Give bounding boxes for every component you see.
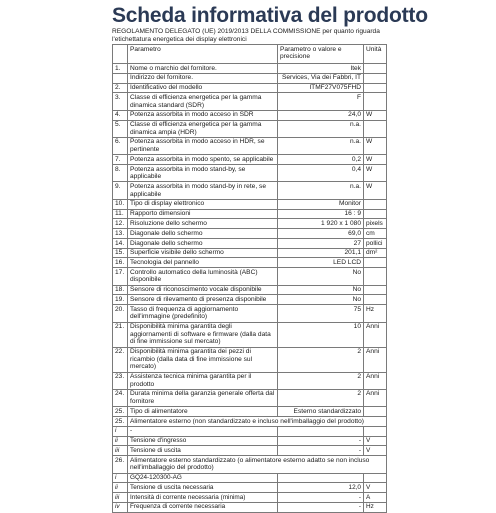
row-parameter: Sensore di riconoscimento vocale disponibile [128, 285, 278, 295]
table-row [113, 268, 387, 285]
row-unit: pixels [364, 219, 387, 229]
row-value: 27 [278, 238, 364, 248]
sub-number: ii [113, 436, 128, 446]
table-header-row [113, 45, 387, 64]
table-row [113, 182, 387, 199]
product-info-table [112, 44, 387, 513]
sub-parameter: Tensione di uscita necessaria [128, 483, 278, 493]
table-row [113, 347, 387, 372]
section-number: 25. [113, 417, 128, 427]
table-row [113, 64, 387, 74]
sub-number: ii [113, 483, 128, 493]
row-number: 14. [113, 238, 128, 248]
table-row [113, 199, 387, 209]
table-row [113, 165, 387, 182]
table-row [113, 248, 387, 258]
sub-row [113, 493, 387, 503]
row-parameter: Durata minima della garanzia generale offerta dal fornitore [128, 389, 278, 406]
row-number: 2. [113, 83, 128, 93]
sub-number: i [113, 426, 128, 436]
row-number: 9. [113, 182, 128, 199]
table-row [113, 93, 387, 110]
table-row [113, 295, 387, 305]
row-unit [364, 407, 387, 417]
header-number [113, 45, 128, 64]
row-parameter: Potenza assorbita in modo stand-by in rete, se applicabile [128, 182, 278, 199]
row-number: 4. [113, 110, 128, 120]
sub-unit: V [364, 446, 387, 456]
row-value: Itek [278, 64, 364, 74]
row-number: 5. [113, 120, 128, 137]
page-title: Scheda informativa del prodotto [112, 4, 428, 27]
header-value: Parametro o valore e precisione [278, 45, 364, 64]
row-value: 75 [278, 305, 364, 322]
sub-number: iii [113, 446, 128, 456]
section-text: Alimentatore esterno standardizzato (o alimentatore esterno adatto se non incluso nell'imballaggio del prodotto) [128, 456, 387, 473]
row-unit: W [364, 165, 387, 182]
sub-unit: Hz [364, 502, 387, 512]
row-parameter: Tipo di alimentatore [128, 407, 278, 417]
table-row [113, 73, 387, 83]
row-unit [364, 295, 387, 305]
row-value: n.a. [278, 182, 364, 199]
row-unit [364, 93, 387, 110]
row-unit [364, 83, 387, 93]
row-value: 10 [278, 322, 364, 347]
sub-parameter: GQ24-120300-AG [128, 473, 278, 483]
row-value: n.a. [278, 120, 364, 137]
sub-row [113, 426, 387, 436]
row-parameter: Classe di efficienza energetica per la gamma dinamica standard (SDR) [128, 93, 278, 110]
row-value: LED LCD [278, 258, 364, 268]
row-value: 69,0 [278, 229, 364, 239]
sub-unit: A [364, 493, 387, 503]
row-number: 13. [113, 229, 128, 239]
row-unit [364, 73, 387, 83]
row-parameter: Indirizzo del fornitore. [128, 73, 278, 83]
sub-value: - [278, 493, 364, 503]
row-number: 19. [113, 295, 128, 305]
row-unit: W [364, 182, 387, 199]
row-number: 18. [113, 285, 128, 295]
row-value: 16 : 9 [278, 209, 364, 219]
row-parameter: Potenza assorbita in modo acceso in SDR [128, 110, 278, 120]
table-row [113, 322, 387, 347]
table-row [113, 389, 387, 406]
table-row [113, 209, 387, 219]
row-parameter: Identificativo del modello [128, 83, 278, 93]
row-number: 15. [113, 248, 128, 258]
sub-value: - [278, 436, 364, 446]
row-number: 23. [113, 372, 128, 389]
row-number: 8. [113, 165, 128, 182]
row-value: 2 [278, 347, 364, 372]
table-row [113, 305, 387, 322]
sub-value [278, 426, 364, 436]
table-row [113, 155, 387, 165]
row-value: ITMF27V075FHD [278, 83, 364, 93]
table-row [113, 120, 387, 137]
sub-unit [364, 473, 387, 483]
row-value: F [278, 93, 364, 110]
row-value: Esterno standardizzato [278, 407, 364, 417]
row-unit [364, 209, 387, 219]
row-value: No [278, 268, 364, 285]
row-unit [364, 285, 387, 295]
row-value: 201,1 [278, 248, 364, 258]
row-parameter: Potenza assorbita in modo stand-by, se applicabile [128, 165, 278, 182]
row-unit: pollici [364, 238, 387, 248]
row-value: Monitor [278, 199, 364, 209]
row-parameter: Sensore di rilevamento di presenza disponibile [128, 295, 278, 305]
row-value: 0,2 [278, 155, 364, 165]
row-unit: W [364, 110, 387, 120]
row-parameter: Rapporto dimensioni [128, 209, 278, 219]
row-parameter: Diagonale dello schermo [128, 229, 278, 239]
sub-parameter: Frequenza di corrente necessaria [128, 502, 278, 512]
header-parameter: Parametro [128, 45, 278, 64]
row-unit: Anni [364, 322, 387, 347]
row-parameter: Potenza assorbita in modo acceso in HDR, se pertinente [128, 137, 278, 154]
row-number: 21. [113, 322, 128, 347]
table-row [113, 229, 387, 239]
row-number: 6. [113, 137, 128, 154]
section-row [113, 417, 387, 427]
row-number: 11. [113, 209, 128, 219]
row-number: 3. [113, 93, 128, 110]
sub-value: 12,0 [278, 483, 364, 493]
row-value: No [278, 285, 364, 295]
sub-unit [364, 426, 387, 436]
row-unit: Hz [364, 305, 387, 322]
row-number: 17. [113, 268, 128, 285]
row-value: 2 [278, 389, 364, 406]
row-unit [364, 268, 387, 285]
row-value: 24,0 [278, 110, 364, 120]
section-text: Alimentatore esterno (non standardizzato e incluso nell'imballaggio del prodotto) [128, 417, 387, 427]
row-unit [364, 199, 387, 209]
sub-value: - [278, 502, 364, 512]
row-unit: cm [364, 229, 387, 239]
table-row [113, 258, 387, 268]
row-parameter: Tipo di display elettronico [128, 199, 278, 209]
row-value: Services, Via dei Fabbri, IT [278, 73, 364, 83]
row-number: 12. [113, 219, 128, 229]
sub-row [113, 473, 387, 483]
row-parameter: Classe di efficienza energetica per la gamma dinamica ampia (HDR) [128, 120, 278, 137]
row-value: n.a. [278, 137, 364, 154]
row-number: 10. [113, 199, 128, 209]
table-row [113, 137, 387, 154]
row-number: 25. [113, 407, 128, 417]
row-value: No [278, 295, 364, 305]
sub-row [113, 483, 387, 493]
row-parameter: Nome o marchio del fornitore. [128, 64, 278, 74]
sub-number: iv [113, 502, 128, 512]
table-row [113, 285, 387, 295]
table-row [113, 372, 387, 389]
table-row [113, 110, 387, 120]
row-parameter: Disponibilità minima garantita dei pezzi di ricambio (dalla data di fine immissione sul mercato) [128, 347, 278, 372]
sub-parameter: Tensione d'ingresso [128, 436, 278, 446]
row-value: 1 920 x 1 080 [278, 219, 364, 229]
row-number: 20. [113, 305, 128, 322]
row-parameter: Tecnologia del pannello [128, 258, 278, 268]
row-value: 2 [278, 372, 364, 389]
regulation-text: REGOLAMENTO DELEGATO (UE) 2019/2013 DELLA COMMISSIONE per quanto riguarda l'etichettatura energetica dei display elettronici [112, 28, 380, 44]
row-number: 16. [113, 258, 128, 268]
row-unit: Anni [364, 389, 387, 406]
row-parameter: Controllo automatico della luminosità (ABC) disponibile [128, 268, 278, 285]
row-number: 24. [113, 389, 128, 406]
row-unit: W [364, 137, 387, 154]
table-row [113, 83, 387, 93]
row-parameter: Diagonale dello schermo [128, 238, 278, 248]
sub-row [113, 446, 387, 456]
section-number: 26. [113, 456, 128, 473]
sub-row [113, 436, 387, 446]
row-parameter: Risoluzione dello schermo [128, 219, 278, 229]
row-parameter: Potenza assorbita in modo spento, se applicabile [128, 155, 278, 165]
row-unit [364, 258, 387, 268]
row-unit: dm² [364, 248, 387, 258]
row-parameter: Disponibilità minima garantita degli aggiornamenti di software e firmware (dalla data di fine immissione sul mercato) [128, 322, 278, 347]
sub-unit: V [364, 436, 387, 446]
row-unit: W [364, 155, 387, 165]
row-parameter: Superficie visibile dello schermo [128, 248, 278, 258]
table-row [113, 238, 387, 248]
row-number: 7. [113, 155, 128, 165]
row-number: 1. [113, 64, 128, 74]
row-value: 0,4 [278, 165, 364, 182]
row-parameter: Tasso di frequenza di aggiornamento dell'immagine (predefinito) [128, 305, 278, 322]
sub-row [113, 502, 387, 512]
sub-unit: V [364, 483, 387, 493]
sub-number: i [113, 473, 128, 483]
row-unit [364, 64, 387, 74]
sub-parameter: Intensità di corrente necessaria (minima) [128, 493, 278, 503]
sub-value: - [278, 446, 364, 456]
sub-value [278, 473, 364, 483]
row-number [113, 73, 128, 83]
row-unit: Anni [364, 372, 387, 389]
header-unit: Unità [364, 45, 387, 64]
table-row [113, 219, 387, 229]
row-unit [364, 120, 387, 137]
row-parameter: Assistenza tecnica minima garantita per il prodotto [128, 372, 278, 389]
sub-number: iii [113, 493, 128, 503]
sub-parameter: - [128, 426, 278, 436]
row-unit: Anni [364, 347, 387, 372]
sub-parameter: Tensione di uscita [128, 446, 278, 456]
table-row [113, 407, 387, 417]
section-row [113, 456, 387, 473]
row-number: 22. [113, 347, 128, 372]
